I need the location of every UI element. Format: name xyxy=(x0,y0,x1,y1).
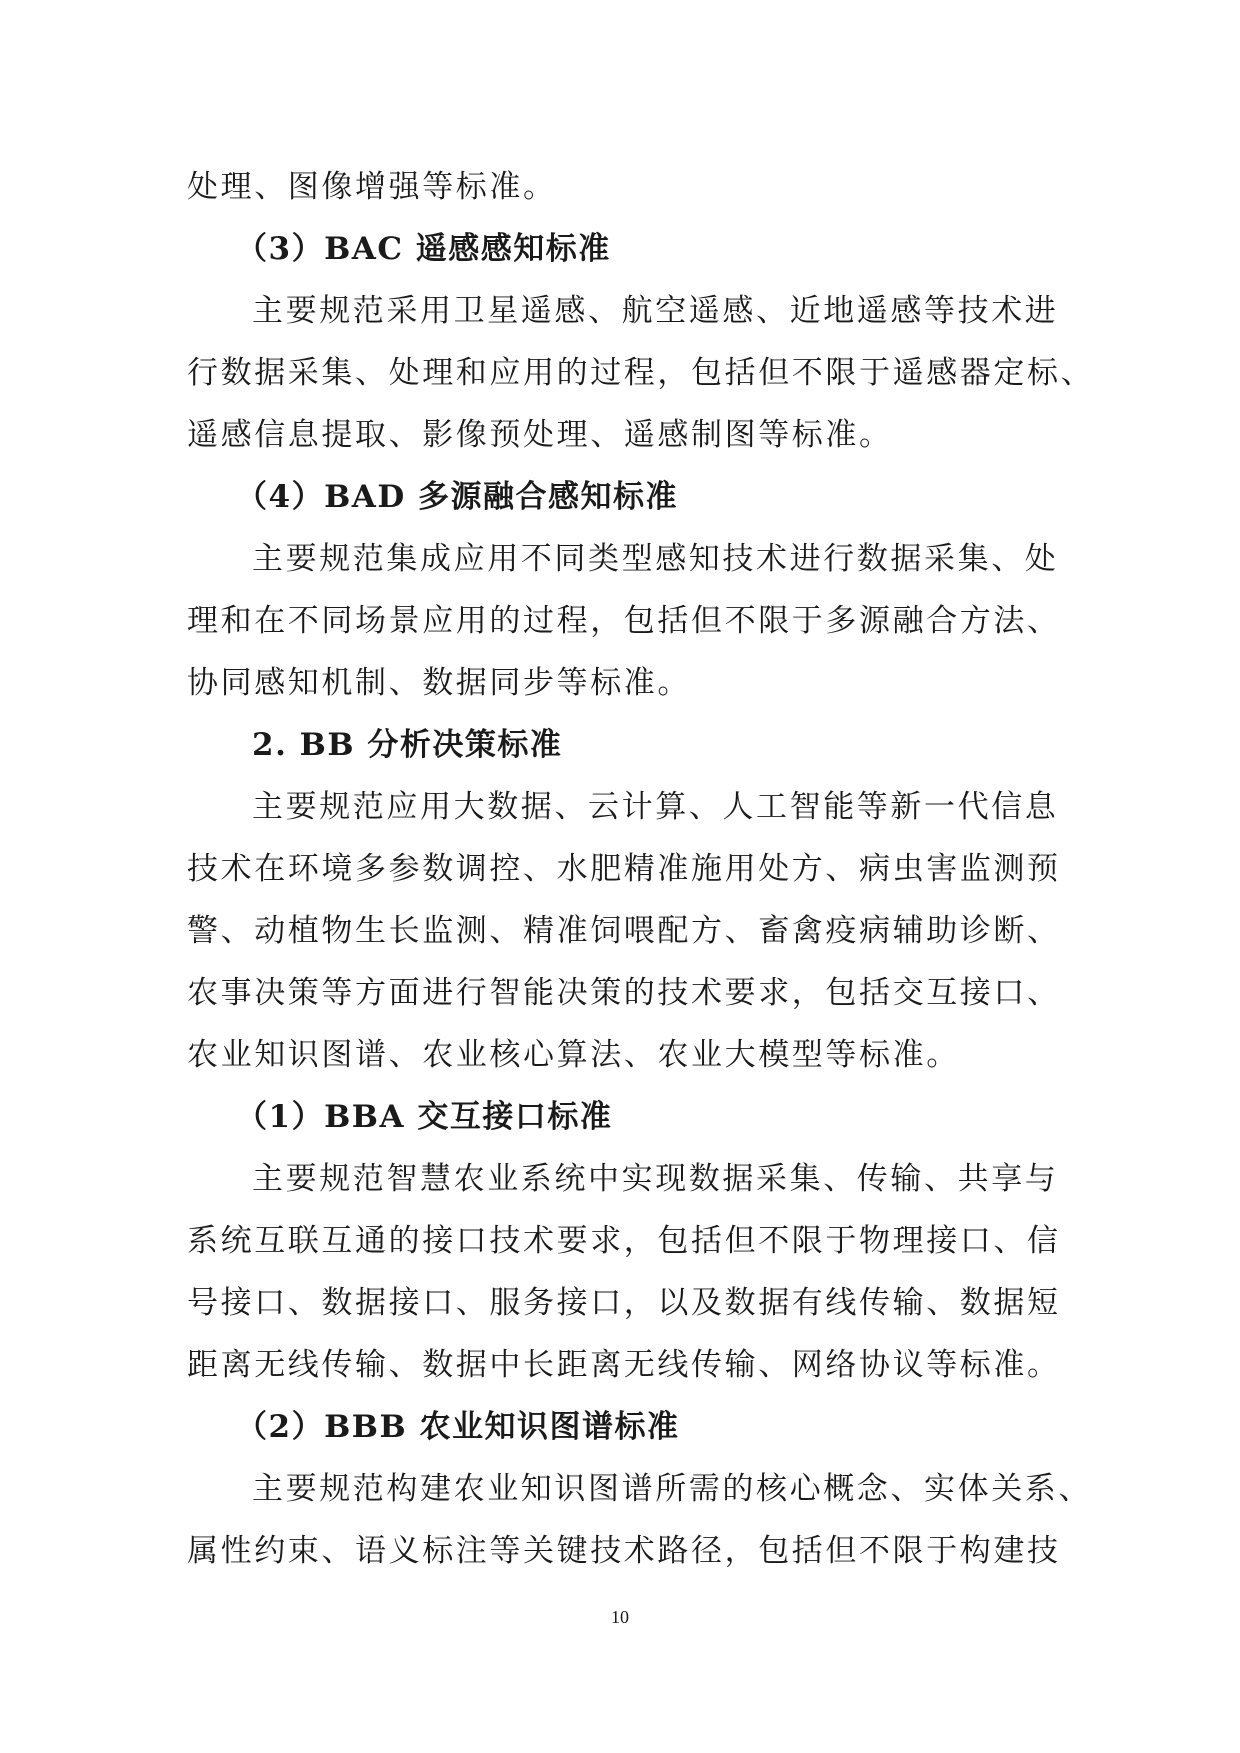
text-line: 主要规范构建农业知识图谱所需的核心概念、实体关系、 xyxy=(252,1471,1092,1507)
text-line: 遥感信息提取、影像预处理、遥感制图等标准。 xyxy=(187,417,893,453)
text-line: 系统互联互通的接口技术要求，包括但不限于物理接口、信 xyxy=(187,1223,1061,1259)
section-heading-bad: （4）BAD 多源融合感知标准 xyxy=(236,479,678,515)
text-line: 主要规范应用大数据、云计算、人工智能等新一代信息 xyxy=(252,789,1059,825)
text-line: 协同感知机制、数据同步等标准。 xyxy=(187,665,691,701)
text-line: 农业知识图谱、农业核心算法、农业大模型等标准。 xyxy=(187,1037,960,1073)
text-line: 号接口、数据接口、服务接口，以及数据有线传输、数据短 xyxy=(187,1285,1061,1321)
page-number: 10 xyxy=(611,1607,629,1627)
text-line: 行数据采集、处理和应用的过程，包括但不限于遥感器定标、 xyxy=(187,355,1095,391)
text-line: 距离无线传输、数据中长距离无线传输、网络协议等标准。 xyxy=(187,1347,1061,1383)
text-line: 理和在不同场景应用的过程，包括但不限于多源融合方法、 xyxy=(187,603,1061,639)
text-line: 主要规范采用卫星遥感、航空遥感、近地遥感等技术进 xyxy=(252,293,1059,329)
section-heading-bba: （1）BBA 交互接口标准 xyxy=(236,1099,613,1135)
text-line: 属性约束、语义标注等关键技术路径，包括但不限于构建技 xyxy=(187,1533,1061,1569)
text-line: 技术在环境多参数调控、水肥精准施用处方、病虫害监测预 xyxy=(187,851,1061,887)
text-line: 处理、图像增强等标准。 xyxy=(187,169,557,205)
section-heading-bac: （3）BAC 遥感感知标准 xyxy=(236,231,611,267)
text-line: 主要规范集成应用不同类型感知技术进行数据采集、处 xyxy=(252,541,1059,577)
text-line: 农事决策等方面进行智能决策的技术要求，包括交互接口、 xyxy=(187,975,1061,1011)
section-heading-bb: 2. BB 分析决策标准 xyxy=(252,727,563,763)
text-line: 警、动植物生长监测、精准饲喂配方、畜禽疫病辅助诊断、 xyxy=(187,913,1061,949)
text-line: 主要规范智慧农业系统中实现数据采集、传输、共享与 xyxy=(252,1161,1059,1197)
section-heading-bbb: （2）BBB 农业知识图谱标准 xyxy=(236,1409,680,1445)
